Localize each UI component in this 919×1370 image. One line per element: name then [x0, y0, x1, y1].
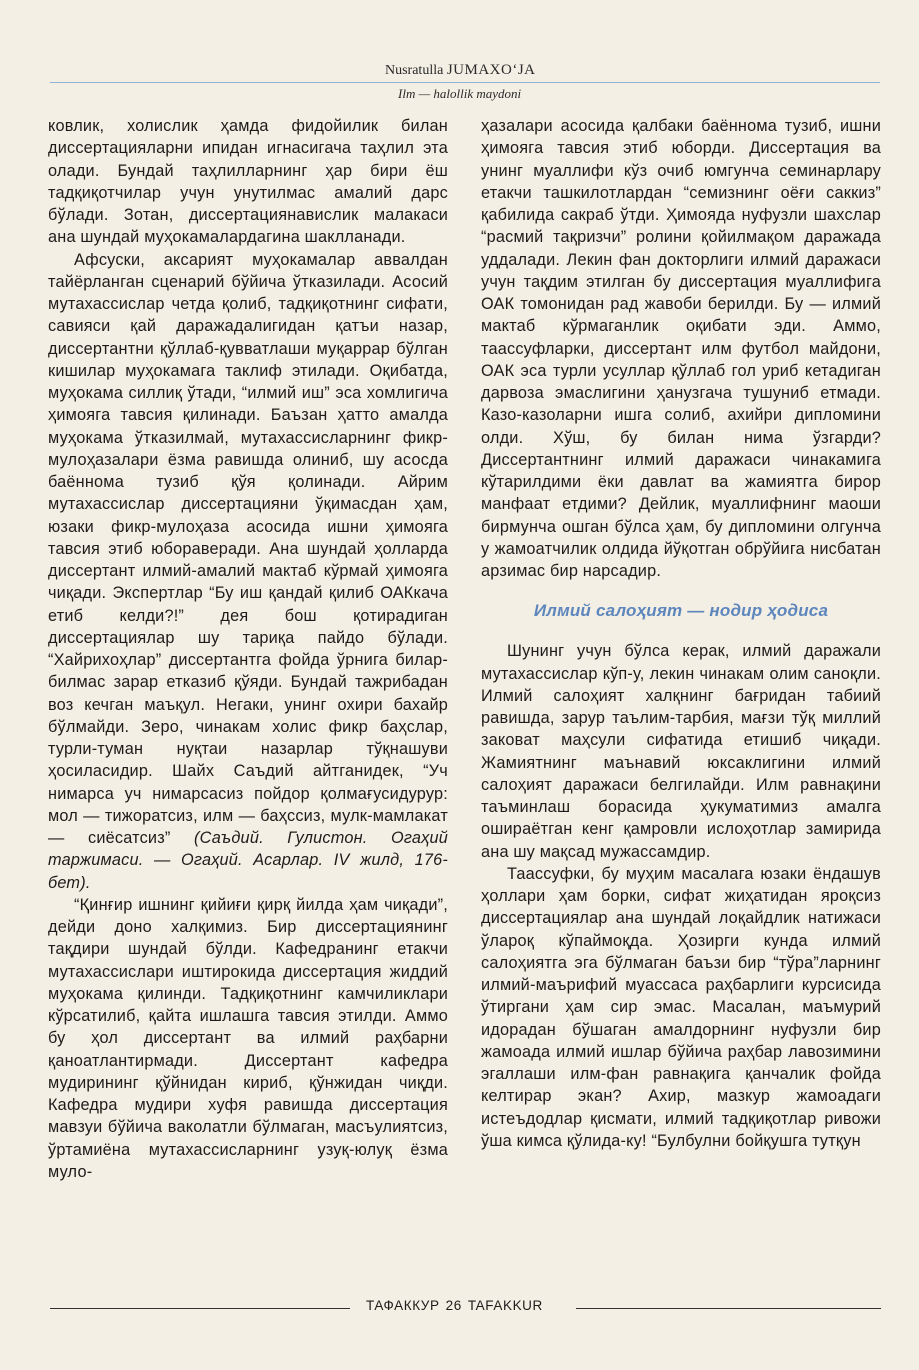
author-surname: JUMAXO‘JA — [446, 62, 536, 78]
section-heading: Илмий салоҳият — нодир ҳодиса — [533, 601, 829, 621]
left-paragraph-3: “Қинғир ишнинг қийиғи қирқ йилда ҳам чиқади”, дейди доно халқимиз. Бир диссертациянинг тақдири шундай бўлди. Кафедранинг етакчи мутахассислари иштирокида диссертация жиддий муҳокама қилинди. Тадқиқотнинг камчиликлари кўрсатилиб, қайта ишлашга тавсия этилди. Аммо бу ҳол диссертант ва илмий раҳбарни қаноатлантирмади. Диссертант кафедра мудирининг қўйнидан кириб, қўнжидан чиқди. Кафедра мудири хуфя равишда диссертация мавзуи бўйича ваколатли бўлмаган, масъулиятсиз, ўртамиёна мутахассисларнинг узуқ-юлуқ ёзма муло- — [48, 895, 448, 1181]
left-paragraph-1: ковлик, холислик ҳамда фидойилик билан диссертацияларни ипидан игнасигача таҳлил эта олади. Бундай таҳлилларнинг ҳар бири ёш тадқиқотчилар учун унутилмас амалий дарс бўлади. Зотан, диссертациянавислик малакаси ана шундай муҳокамалардагина шаклланади. — [48, 117, 448, 247]
right-paragraph-3: Таассуфки, бу муҳим масалага юзаки ёндашув ҳоллари ҳам борки, сифат жиҳатидан яроқсиз диссертациялар ана шундай лоқайдлик натижаси ўлароқ кўпаймоқда. Ҳозирги кунда илмий салоҳиятга эга бўлмаган баъзи бир “тўра”ларнинг илмий-маърифий муассаса раҳбарлиги курсисида ўтиргани ҳам сир эмас. Масалан, маъмурий идорадан бўшаган амалдорнинг нуфузли бир жамоада илмий ишлар бўйича раҳбар лавозимини эгаллаши илм-фан равнақига қанчалик фойда келтирар экан? Ахир, мазкур жамоадаги истеъдодлар қисмати, илмий тадқиқотлар ривожи ўша кимса қўлида-ку! “Булбулни бойқушга тутқун — [481, 864, 881, 1150]
left-column — [48, 115, 448, 1183]
journal-name-latin: TAFAKKUR — [467, 1298, 543, 1313]
footer-text — [366, 1298, 549, 1313]
page-number: 26 — [445, 1298, 462, 1313]
article-subtitle: Ilm — halollik maydoni — [398, 86, 522, 101]
footer-rule-left — [50, 1308, 350, 1309]
right-paragraph-1: ҳазалари асосида қалбаки баённома тузиб, ишни ҳимояга тавсия этиб юборди. Диссертация ва унинг муаллифи кўз очиб юмгунча семинарлару етакчи ташкилотлардан “семизнинг оёғи саккиз” қабилида сакраб ўтди. Ҳимояда нуфузли шахслар “расмий тақризчи” ролини қойилмақом даражада уддалади. Лекин фан докторлиги илмий даражаси учун тақдим этилган бу диссертация муаллифига ОАК томонидан рад жавоби берилди. Бу — илмий мактаб кўрмаганлик оқибати эди. Аммо, таассуфларки, диссертант илм футбол майдони, ОАК эса турли усуллар қўллаб гол уриб кетадиган дарвоза эмаслигини ҳанузгача тушуниб етмади. Казо-казоларни ишга солиб, ахийри дипломини олди. Хўш, бу билан нима ўзгарди? Диссертантнинг илмий даражаси чинакамига кўтарилдими ёки давлат ва жамиятга бирор манфаат етдими? Дейлик, муаллифнинг маоши бирмунча ошган бўлса ҳам, бу дипломини олгунча у жамоатчилик олдида йўқотган обрўйига нисбатан арзимас бир нарсадир. — [481, 117, 881, 580]
left-paragraph-2-text: Афсуски, аксарият муҳокамалар аввалдан тайёрланган сценарий бўйича ўтказилади. Асосий мутахассислар четда қолиб, тадқиқотнинг сифати, савияси қай даражадалигидан қатъи назар, диссертантни қўллаб-қувватлаши муқаррар бўлган кишилар муҳокамага таклиф этилади. Оқибатда, муҳокама силлиқ ўтади, “илмий иш” эса хомлигича ҳимояга тавсия қилинади. Баъзан ҳатто амалда муҳокама ўтказилмай, мутахассисларнинг фикр-мулоҳазалари ёзма равишда олиниб, шу асосда баённома тузиб қўя қолинади. Айрим мутахассислар диссертацияни ўқимасдан ҳам, юзаки фикр-мулоҳаза асосида ишни ҳимояга тавсия этиб юбораверади. Ана шундай ҳолларда диссертант илмий-амалий мактаб кўрмай ҳимояга чиқади. Экспертлар “Бу иш қандай қилиб ОАКкача етиб келди?!” дея бош қотирадиган диссертациялар шу тариқа пайдо бўлади. “Хайрихоҳлар” диссертантга фойда ўрнига билар-билмас зарар етказиб қўяди. Бундай тажрибадан воз кечган маъқул. Негаки, унинг охири бахайр бўлмайди. Зеро, чинакам холис фикр баҳслар, турли-туман нуқтаи назарлар тўқнашуви ҳосиласидир. Шайх Саъдий айтганидек, “Уч нимарса уч нимарсасиз пойдор қолмағусидурур: мол — тижоратсиз, илм — баҳссиз, мулк-мамлакат — сиёсатсиз” — [48, 250, 448, 847]
left-paragraph-2 — [48, 249, 448, 894]
author-name — [385, 62, 536, 79]
citation-reference: (Саъдий. Гулистон. Огаҳий таржимаси. — Огаҳий. Асарлар. IV жилд, 176-бет). — [48, 829, 449, 892]
journal-name-cyrillic: ТАФАККУР — [366, 1298, 440, 1313]
footer-rule-right — [576, 1308, 881, 1309]
author-given-name: Nusratulla — [385, 63, 444, 78]
page-footer — [0, 1298, 919, 1314]
right-paragraph-2: Шунинг учун бўлса керак, илмий даражали мутахассислар кўп-у, лекин чинакам олим саноқли. Илмий салоҳият халқнинг бағридан табиий равишда, зарур таълим-тарбия, мағзи тўқ миллий заковат маҳсули сифатида етишиб чиқади. Жамиятнинг маънавий юксаклигини илмий салоҳият даражаси белгилайди. Илм равнақини таъминлаш борасида ҳукуматимиз амалга ошираётган кенг қамровли ислоҳотлар замирида ана шу мақсад мужассамдир. — [481, 642, 881, 861]
header-rule — [50, 82, 880, 83]
right-column — [481, 115, 881, 1152]
